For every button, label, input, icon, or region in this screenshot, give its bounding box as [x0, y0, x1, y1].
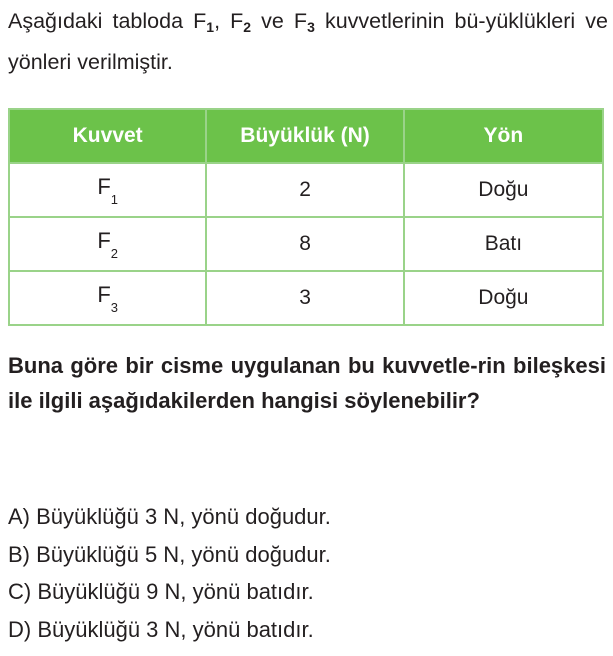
table-row — [9, 217, 603, 271]
header-yon: Yön — [404, 109, 603, 163]
direction-cell: Batı — [404, 217, 603, 271]
force-letter: F — [97, 227, 111, 253]
force-subscript: 2 — [110, 245, 118, 261]
intro-text — [8, 4, 608, 80]
f3-subscript: 3 — [307, 19, 315, 35]
force-subscript: 1 — [110, 191, 118, 207]
magnitude-cell: 8 — [206, 217, 403, 271]
f1-subscript: 1 — [206, 19, 215, 35]
intro-part-1: Aşağıdaki tabloda F — [8, 9, 207, 33]
header-buyukluk: Büyüklük (N) — [206, 109, 403, 163]
force-subscript: 3 — [110, 299, 118, 315]
magnitude-cell: 3 — [206, 271, 403, 325]
force-letter: F — [97, 281, 111, 307]
forces-table — [8, 108, 604, 326]
magnitude-cell: 2 — [206, 163, 403, 217]
answer-options — [8, 498, 606, 648]
force-letter: F — [97, 173, 111, 199]
table-header-row — [9, 109, 603, 163]
force-name-cell — [9, 163, 206, 217]
option-d[interactable]: D) Büyüklüğü 3 N, yönü batıdır. — [8, 616, 314, 642]
force-name-cell — [9, 217, 206, 271]
option-b[interactable]: B) Büyüklüğü 5 N, yönü doğudur. — [8, 541, 331, 567]
table-row — [9, 163, 603, 217]
table-row — [9, 271, 603, 325]
force-name-cell — [9, 271, 206, 325]
option-a[interactable]: A) Büyüklüğü 3 N, yönü doğudur. — [8, 504, 331, 529]
question-text: Buna göre bir cisme uygulanan bu kuvvetle-rin bileşkesi ile ilgili aşağıdakilerden hangisi söylenebilir? — [8, 353, 606, 413]
direction-cell: Doğu — [404, 163, 603, 217]
direction-cell: Doğu — [404, 271, 603, 325]
intro-part-4: kuvvetlerinin bü-yüklükleri ve yönleri verilmiştir. — [8, 9, 608, 74]
option-c[interactable]: C) Büyüklüğü 9 N, yönü batıdır. — [8, 579, 314, 604]
f2-subscript: 2 — [243, 19, 252, 35]
header-kuvvet: Kuvvet — [9, 109, 206, 163]
intro-part-3: ve F — [251, 9, 308, 33]
intro-part-2: , F — [214, 9, 244, 33]
